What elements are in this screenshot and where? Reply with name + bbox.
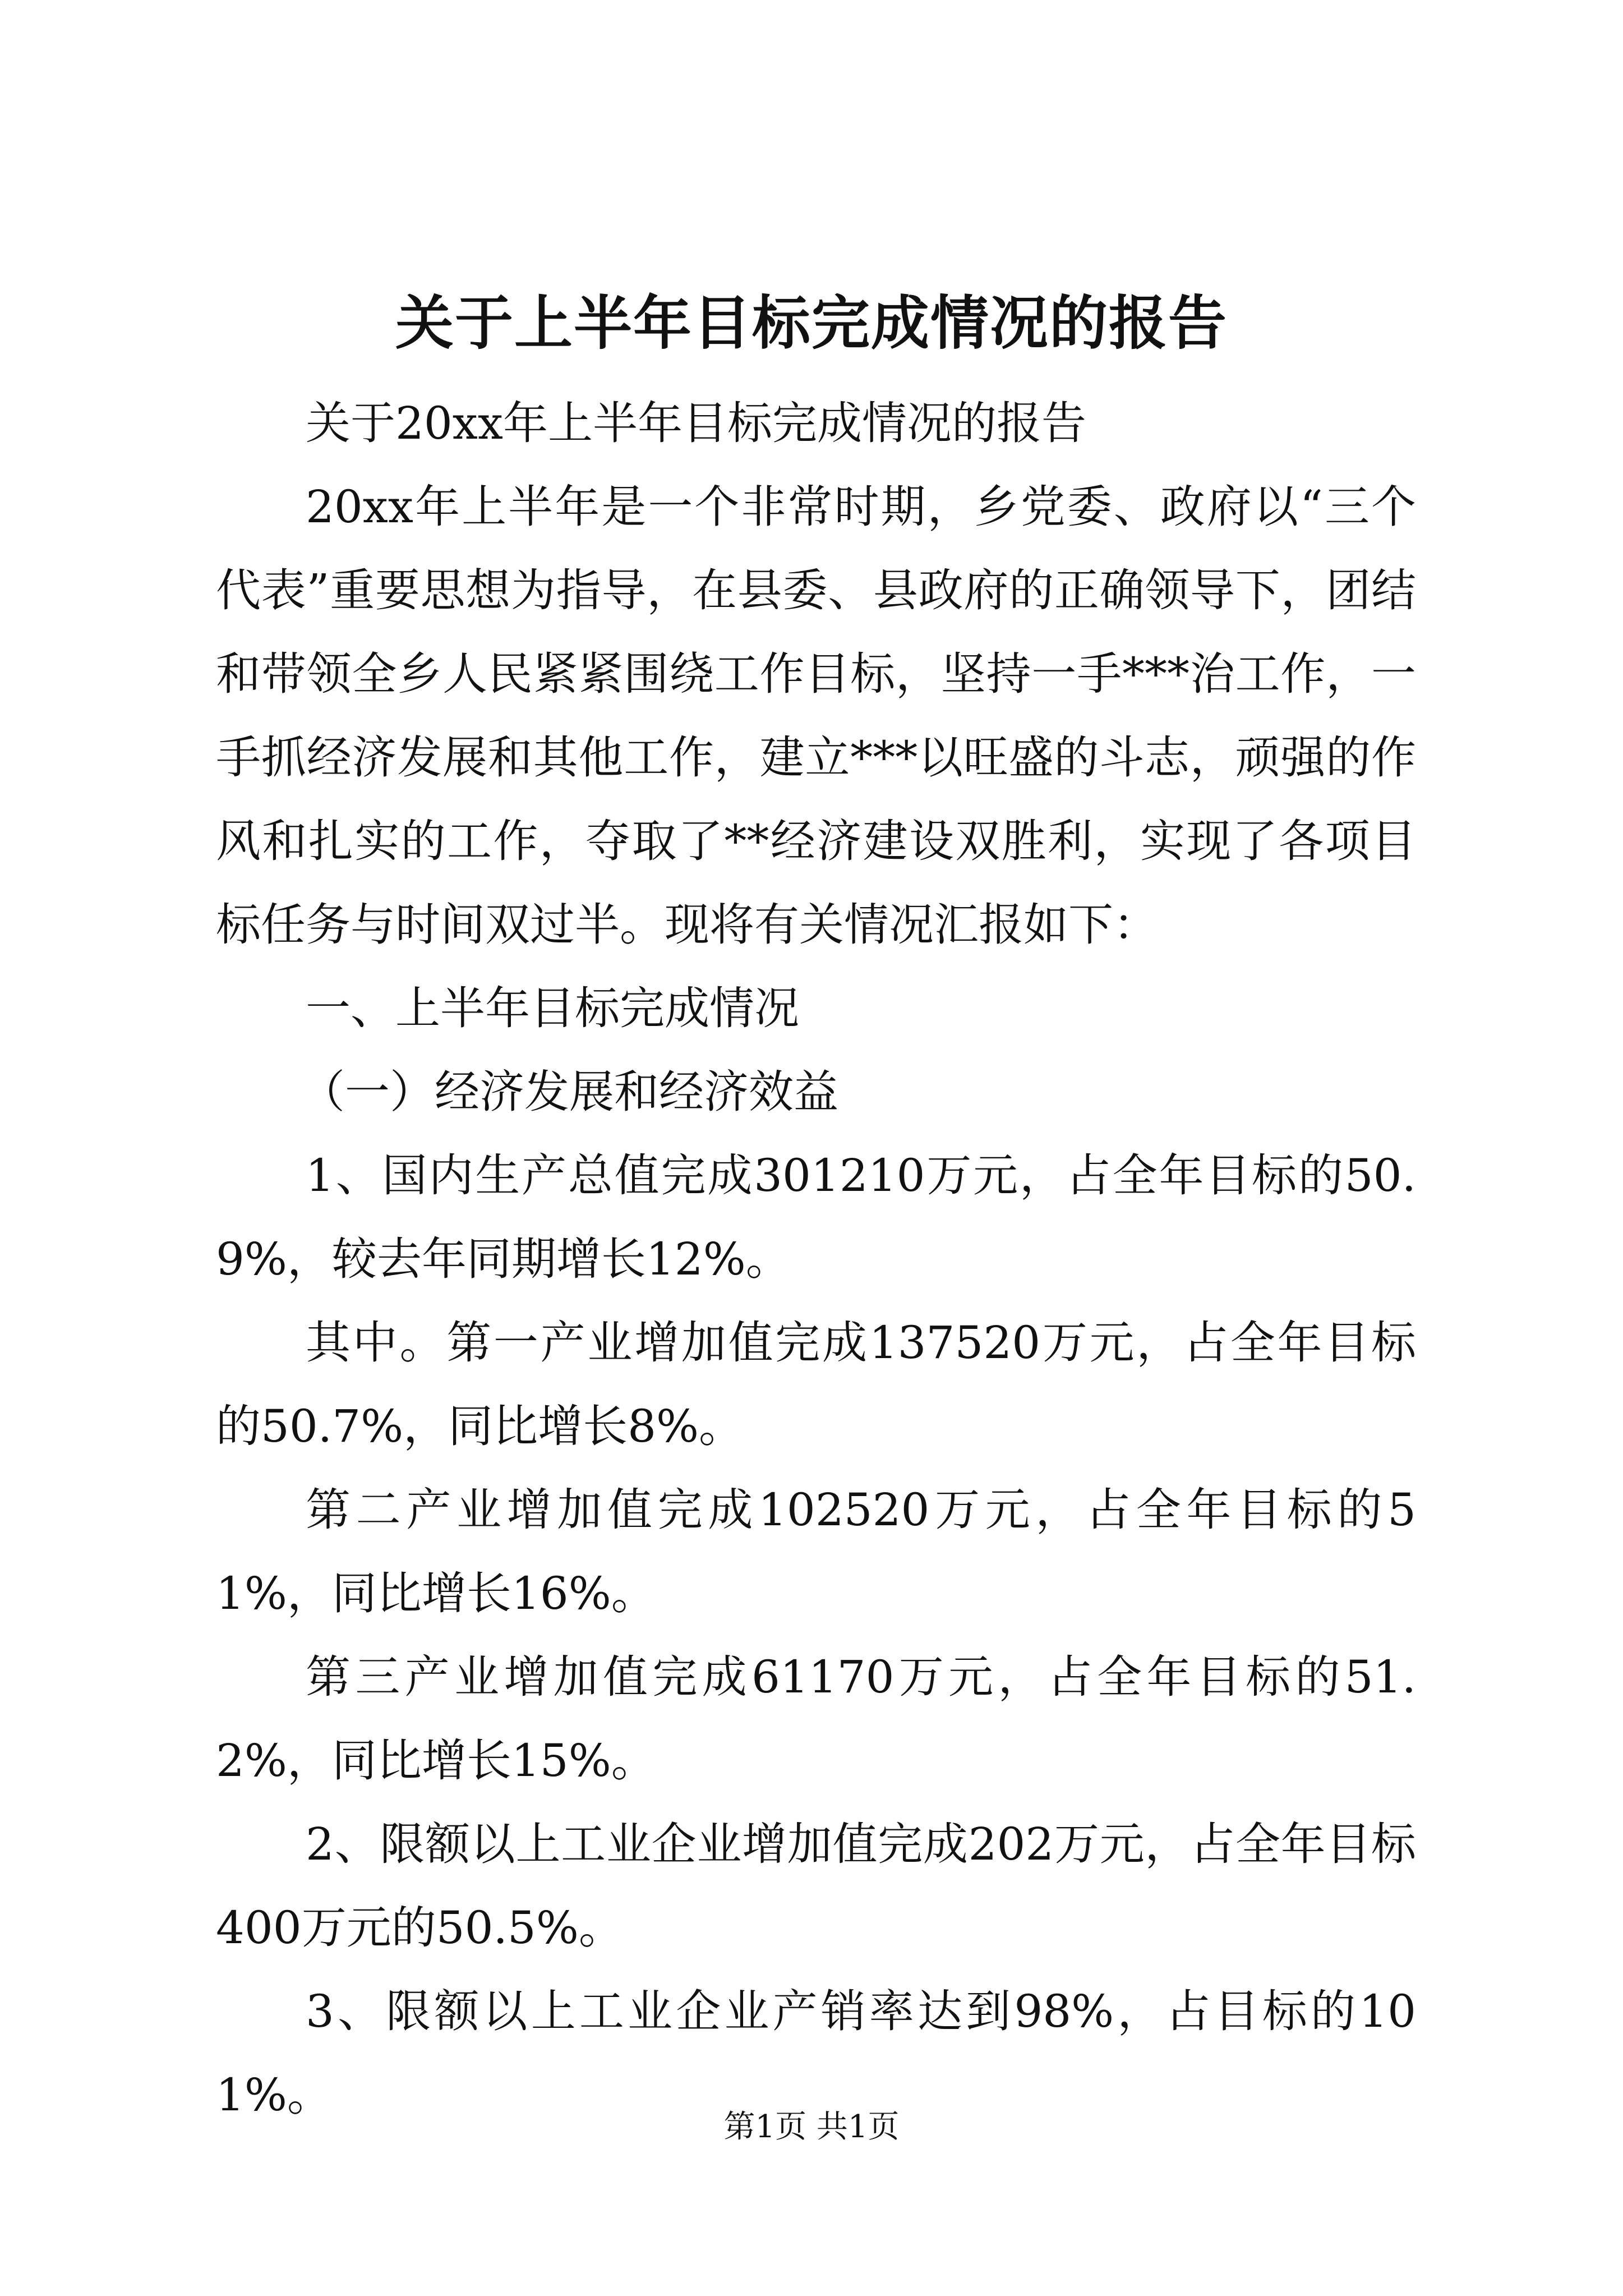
- subsection-heading-1: （一）经济发展和经济效益: [300, 1066, 838, 1118]
- document-title: 关于上半年目标完成情况的报告: [395, 288, 1228, 357]
- document-body: [216, 381, 1416, 2137]
- paragraph-item-3: 3、限额以上工业企业产销率达到98%，占目标的101%。: [216, 1985, 1416, 2121]
- paragraph-tertiary-industry: 第三产业增加值完成61170万元，占全年目标的51.2%，同比增长15%。: [216, 1651, 1416, 1787]
- paragraph-secondary-industry: 第二产业增加值完成102520万元，占全年目标的51%，同比增长16%。: [216, 1484, 1416, 1619]
- page-footer: 第1页 共1页: [723, 2109, 900, 2145]
- paragraph-primary-industry: 其中。第一产业增加值完成137520万元，占全年目标的50.7%，同比增长8%。: [216, 1317, 1416, 1452]
- section-heading-1: 一、上半年目标完成情况: [306, 982, 799, 1034]
- paragraph-subtitle: 关于20xx年上半年目标完成情况的报告: [306, 397, 1087, 449]
- paragraph-intro: 20xx年上半年是一个非常时期，乡党委、政府以“三个代表”重要思想为指导，在县委、县政府的正确领导下，团结和带领全乡人民紧紧围绕工作目标，坚持一手***治工作，一手抓经济发展和其他工作，建立***以旺盛的斗志，顽强的作风和扎实的工作，夺取了**经济建设双胜利，实现了各项目标任务与时间双过半。现将有关情况汇报如下：: [216, 481, 1416, 951]
- paragraph-item-1: 1、国内生产总值完成301210万元，占全年目标的50.9%，较去年同期增长12%。: [216, 1149, 1416, 1285]
- paragraph-item-2: 2、限额以上工业企业增加值完成202万元，占全年目标400万元的50.5%。: [216, 1818, 1416, 1954]
